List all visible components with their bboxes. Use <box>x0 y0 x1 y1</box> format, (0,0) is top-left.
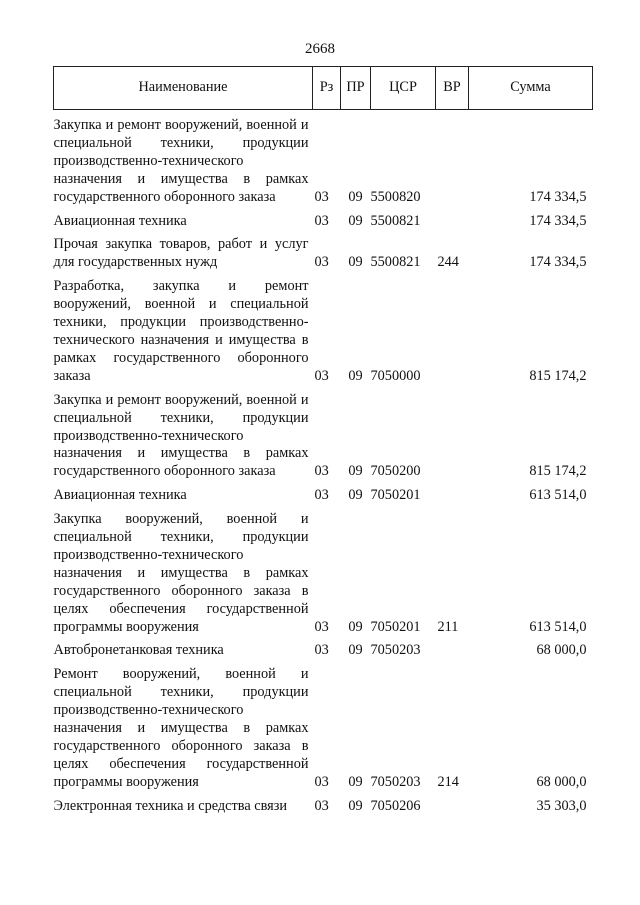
row-pr: 09 <box>348 212 363 229</box>
row-pr: 09 <box>348 618 363 635</box>
row-sum: 68 000,0 <box>536 642 587 659</box>
row-csr: 7050000 <box>370 367 421 384</box>
page-number: 2668 <box>305 41 335 57</box>
header-vr: ВР <box>436 67 469 110</box>
row-vr <box>436 481 469 505</box>
table-row <box>54 207 593 231</box>
row-rz: 03 <box>314 773 329 790</box>
row-sum: 174 334,5 <box>529 212 587 229</box>
row-name: Авиационная техника <box>53 487 187 504</box>
table-row <box>54 636 593 660</box>
row-rz: 03 <box>314 212 329 229</box>
row-sum: 174 334,5 <box>529 254 587 271</box>
row-name: Закупка и ремонт вооружений, военной и специальной техники, продукции производственно-технического назначения и имущества в рамках государственного оборонного заказа <box>53 391 309 480</box>
row-name: Автобронетанковая техника <box>53 642 224 659</box>
row-vr: 214 <box>437 773 459 790</box>
row-sum: 35 303,0 <box>536 797 587 814</box>
row-name: Авиационная техника <box>53 212 187 229</box>
row-vr: 211 <box>437 618 459 635</box>
row-vr <box>436 272 469 385</box>
row-pr: 09 <box>348 797 363 814</box>
row-sum: 613 514,0 <box>529 618 587 635</box>
row-name: Ремонт вооружений, военной и специальной техники, продукции производственно-технического назначения и имущества в рамках государственного оборонного заказа в целях обеспечения государственной программы вооружения <box>53 666 309 790</box>
row-rz: 03 <box>314 367 329 384</box>
row-pr: 09 <box>348 463 363 480</box>
table-row <box>54 110 593 207</box>
table-row <box>54 481 593 505</box>
row-rz: 03 <box>314 642 329 659</box>
row-name: Прочая закупка товаров, работ и услуг для государственных нужд <box>53 236 309 271</box>
row-vr: 244 <box>437 254 459 271</box>
header-name: Наименование <box>54 67 313 110</box>
table-header <box>54 67 593 110</box>
row-rz: 03 <box>314 463 329 480</box>
table-row <box>54 660 593 791</box>
row-csr: 7050200 <box>370 463 421 480</box>
row-name: Электронная техника и средства связи <box>53 797 288 814</box>
row-csr: 5500821 <box>370 254 421 271</box>
table-row <box>54 505 593 636</box>
row-pr: 09 <box>348 254 363 271</box>
table-row <box>54 230 593 272</box>
row-vr <box>436 207 469 231</box>
row-csr: 7050203 <box>370 642 421 659</box>
row-pr: 09 <box>348 642 363 659</box>
row-sum: 613 514,0 <box>529 487 587 504</box>
row-rz: 03 <box>314 487 329 504</box>
row-pr: 09 <box>348 188 363 205</box>
row-sum: 68 000,0 <box>536 773 587 790</box>
row-sum: 815 174,2 <box>529 463 587 480</box>
row-csr: 7050206 <box>370 797 421 814</box>
row-rz: 03 <box>314 618 329 635</box>
row-csr: 7050201 <box>370 487 421 504</box>
row-rz: 03 <box>314 188 329 205</box>
table-body <box>54 110 593 816</box>
row-name: Закупка и ремонт вооружений, военной и специальной техники, продукции производственно-технического назначения и имущества в рамках государственного оборонного заказа <box>53 117 309 205</box>
table-row <box>54 386 593 482</box>
row-pr: 09 <box>348 487 363 504</box>
header-csr: ЦСР <box>371 67 436 110</box>
row-csr: 5500821 <box>370 212 421 229</box>
row-sum: 815 174,2 <box>529 367 587 384</box>
row-rz: 03 <box>314 254 329 271</box>
row-vr <box>436 386 469 482</box>
row-vr <box>436 110 469 207</box>
header-pr: ПР <box>341 67 371 110</box>
header-rz: Рз <box>313 67 341 110</box>
table-row <box>54 792 593 816</box>
row-sum: 174 334,5 <box>529 188 587 205</box>
row-name: Разработка, закупка и ремонт вооружений, военной и специальной техники, продукции производственно-технического назначения и имущества в рамках государственного оборонного заказа <box>53 278 309 384</box>
budget-table <box>53 66 593 816</box>
row-vr <box>436 792 469 816</box>
row-csr: 7050201 <box>370 618 421 635</box>
row-vr <box>436 636 469 660</box>
row-pr: 09 <box>348 367 363 384</box>
row-pr: 09 <box>348 773 363 790</box>
row-rz: 03 <box>314 797 329 814</box>
row-csr: 5500820 <box>370 188 421 205</box>
header-sum: Сумма <box>469 67 593 110</box>
row-name: Закупка вооружений, военной и специальной техники, продукции производственно-технического назначения и имущества в рамках государственного оборонного заказа в целях обеспечения государственной программы вооружения <box>53 511 309 635</box>
row-csr: 7050203 <box>370 773 421 790</box>
table-row <box>54 272 593 385</box>
